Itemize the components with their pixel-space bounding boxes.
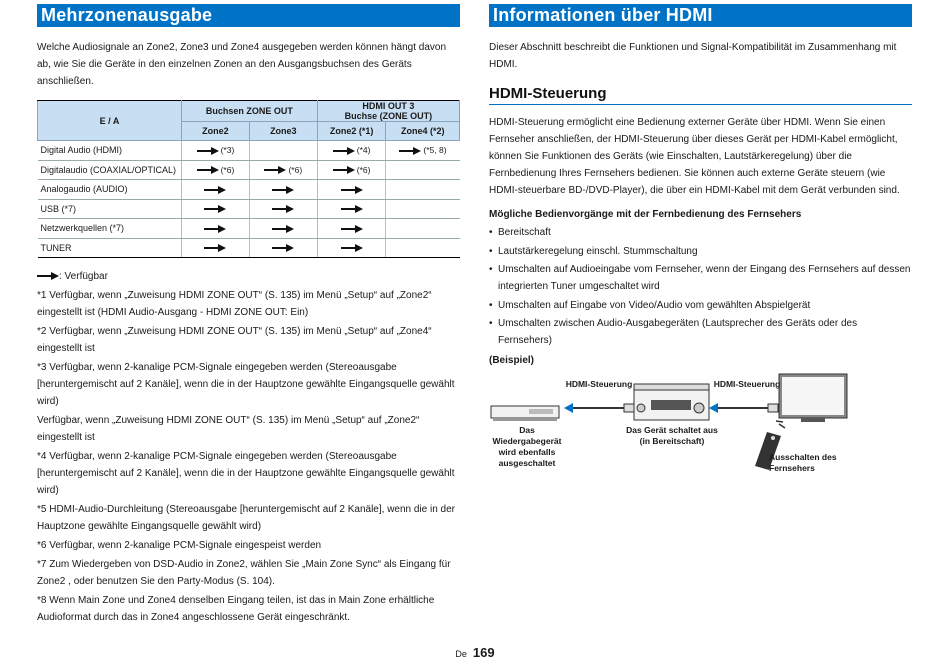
caption-line: Das Gerät schaltet aus — [626, 425, 718, 435]
caption-line: Wiedergabegerät — [492, 436, 562, 446]
footnote: Verfügbar, wenn „Zuweisung HDMI ZONE OUT“ (S. 135) im Menü „Setup“ auf „Zone2“ eingestellt ist — [37, 415, 420, 443]
connector — [768, 404, 778, 412]
footnote: *2 Verfügbar, wenn „Zuweisung HDMI ZONE OUT“ (S. 135) im Menü „Setup“ auf „Zone4“ eingestellt ist — [37, 326, 432, 354]
table-cell — [317, 238, 386, 258]
cell-note: (*5, 8) — [423, 145, 447, 156]
right-arrow-icon — [197, 166, 219, 174]
footnote: *3 Verfügbar, wenn 2-kanalige PCM-Signale eingegeben werden (Stereoausgabe [heruntergemischt auf 2 Kanäle], wenn die in der Hauptzone gewählte Eingangsquelle gewählt wird) — [37, 362, 455, 407]
right-arrow-icon — [333, 147, 355, 155]
right-column — [489, 4, 912, 366]
page-number: 169 — [472, 645, 495, 660]
right-arrow-icon — [272, 244, 294, 252]
cell-note: (*4) — [356, 145, 371, 156]
cell-note: (*6) — [288, 164, 303, 175]
right-arrow-icon — [204, 225, 226, 233]
right-arrow-icon — [272, 205, 294, 213]
table-cell — [386, 199, 460, 219]
table-cell — [249, 141, 317, 161]
footnote: *8 Wenn Main Zone und Zone4 denselben Eingang teilen, ist das in Main Zone erhältliche Audioformat durch das in Zone4 angeschlossene Gerät eingeschränkt. — [37, 595, 435, 623]
right-arrow-icon — [272, 186, 294, 194]
page-footer — [0, 645, 950, 660]
table-cell — [182, 219, 250, 239]
table-cell — [317, 180, 386, 200]
table-cell — [182, 160, 250, 180]
right-arrow-icon — [341, 205, 363, 213]
bd-player-icon — [491, 406, 559, 421]
right-arrow-icon — [272, 225, 294, 233]
col-header: Zone2 (*1) — [317, 122, 386, 141]
arrow-to-receiver-icon — [709, 403, 718, 413]
cell-note: (*6) — [356, 164, 371, 175]
table-row — [38, 238, 460, 258]
right-arrow-icon — [341, 225, 363, 233]
caption-line: Ausschalten des — [769, 452, 837, 462]
table-cell — [317, 199, 386, 219]
table-row — [38, 180, 460, 200]
arrow-to-player-icon — [564, 403, 573, 413]
caption-line: Das — [519, 425, 535, 435]
table-cell — [386, 238, 460, 258]
list-item: • Lautstärkeregelung einschl. Stummschaltung — [489, 243, 912, 260]
language-code: De — [455, 649, 467, 659]
footnote: *7 Zum Wiedergeben von DSD-Audio in Zone2, wählen Sie „Main Zone Sync“ als Eingang für Zone2 , oder benutzen Sie den Party-Modus (S. 104). — [37, 559, 451, 587]
table-cell — [249, 238, 317, 258]
right-intro: Dieser Abschnitt beschreibt die Funktionen und Signal-Kompatibilität im Zusammenhang mit HDMI. — [489, 42, 897, 70]
connector — [624, 404, 634, 412]
col-header: Zone2 — [182, 122, 250, 141]
group2-line1: HDMI OUT 3 — [362, 101, 415, 111]
cell-note: (*6) — [220, 164, 235, 175]
caption-line: ausgeschaltet — [498, 458, 556, 468]
left-intro: Welche Audiosignale an Zone2, Zone3 und Zone4 ausgegeben werden können hängt davon ab, wie Sie die Geräte in den einzelnen Zonen an den Ausgangsbuchsen des Geräts anschließen. — [37, 42, 447, 87]
legend-text: : Verfügbar — [59, 271, 108, 282]
caption-line: wird ebenfalls — [498, 447, 556, 457]
table-cell — [182, 238, 250, 258]
table-row — [38, 199, 460, 219]
table-group-hdmi-out3 — [317, 101, 459, 122]
table-cell — [317, 141, 386, 161]
footnote: *4 Verfügbar, wenn 2-kanalige PCM-Signale eingegeben werden (Stereoausgabe [heruntergemischt auf 2 Kanäle], wenn die in der Hauptzone gewählte Eingangsquelle gewählt wird) — [37, 451, 455, 496]
footnote: *5 HDMI-Audio-Durchleitung (Stereoausgabe [heruntergemischt auf 2 Kanäle], wenn die in der Hauptzone gewählte Eingangsquelle gewählt wird) — [37, 504, 456, 532]
table-cell — [386, 141, 460, 161]
col-header: Zone4 (*2) — [386, 122, 460, 141]
list-item: • Umschalten zwischen Audio-Ausgabegeräten (Lautsprecher des Geräts oder des Fernsehers) — [489, 315, 912, 349]
legend — [37, 268, 460, 285]
hdmi-control-label-right: HDMI-Steuerung — [713, 379, 781, 389]
cell-note: (*3) — [220, 145, 235, 156]
caption-line: Fernsehers — [769, 463, 815, 473]
footnote: *6 Verfügbar, wenn 2-kanalige PCM-Signale eingespeist werden — [37, 540, 322, 551]
receiver-caption — [617, 425, 727, 447]
right-arrow-icon — [204, 205, 226, 213]
footnote: *1 Verfügbar, wenn „Zuweisung HDMI ZONE OUT“ (S. 135) im Menü „Setup“ auf „Zone2“ eingestellt ist (HDMI Audio-Ausgang - HDMI ZONE OUT: Ein) — [37, 290, 432, 318]
left-column — [37, 4, 460, 626]
table-cell — [249, 199, 317, 219]
footnotes — [37, 287, 460, 626]
list-item: • Umschalten auf Eingabe von Video/Audio vom gewählten Abspielgerät — [489, 297, 912, 314]
remote-caption — [769, 452, 859, 474]
right-arrow-icon — [197, 147, 219, 155]
row-label: Digitalaudio (COAXIAL/OPTICAL) — [38, 160, 182, 180]
row-label: TUNER — [38, 238, 182, 258]
table-row — [38, 219, 460, 239]
table-cell — [386, 219, 460, 239]
section-title-mehrzonenausgabe: Mehrzonenausgabe — [37, 4, 460, 27]
caption-line: (in Bereitschaft) — [639, 436, 705, 446]
row-label: Netzwerkquellen (*7) — [38, 219, 182, 239]
tv-icon — [779, 374, 847, 422]
right-arrow-icon — [204, 186, 226, 194]
hdmi-body-text: HDMI-Steuerung ermöglicht eine Bedienung externer Geräte über HDMI. Wenn Sie einen Fernseher anschließen, der HDMI-Steuerung über dieses Gerät per HDMI-Kabel ermöglicht, können Sie Funktionen des Geräts (wie Einschalten, Lautstärkeregelung) über die Fernbedienung Ihres Fernsehers bedienen. Sie können auch externe Geräte steuern (wie HDMI-steuerbare BD-/DVD-Player), die über ein HDMI-Kabel mit dem Gerät verbunden sind. — [489, 117, 900, 196]
hdmi-control-diagram — [489, 370, 912, 480]
row-label: Analogaudio (AUDIO) — [38, 180, 182, 200]
player-caption — [489, 425, 565, 469]
table-cell — [386, 160, 460, 180]
av-receiver-icon — [634, 384, 709, 420]
table-cell — [182, 180, 250, 200]
table-cell — [317, 160, 386, 180]
subheading-hdmi-steuerung: HDMI-Steuerung — [489, 85, 912, 105]
right-arrow-icon — [341, 186, 363, 194]
right-arrow-icon — [333, 166, 355, 174]
table-cell — [249, 219, 317, 239]
operations-list — [489, 224, 912, 349]
right-arrow-icon — [341, 244, 363, 252]
col-header: Zone3 — [249, 122, 317, 141]
section-title-hdmi: Informationen über HDMI — [489, 4, 912, 27]
table-cell — [249, 160, 317, 180]
table-cell — [249, 180, 317, 200]
right-arrow-icon — [399, 147, 421, 155]
operations-heading: Mögliche Bedienvorgänge mit der Fernbedienung des Fernsehers — [489, 209, 802, 220]
table-group-zone-out: Buchsen ZONE OUT — [182, 101, 318, 122]
right-arrow-icon — [204, 244, 226, 252]
zone-output-table — [37, 100, 460, 258]
right-arrow-icon — [264, 166, 286, 174]
group2-line2: Buchse (ZONE OUT) — [344, 111, 433, 121]
hdmi-control-label-left: HDMI-Steuerung — [565, 379, 633, 389]
row-label: Digital Audio (HDMI) — [38, 141, 182, 161]
table-cell — [386, 180, 460, 200]
right-arrow-icon — [37, 272, 59, 280]
table-cell — [182, 199, 250, 219]
example-label: (Beispiel) — [489, 355, 535, 367]
table-row — [38, 160, 460, 180]
table-corner: E / A — [38, 101, 182, 141]
row-label: USB (*7) — [38, 199, 182, 219]
list-item: • Bereitschaft — [489, 224, 912, 241]
table-row — [38, 141, 460, 161]
table-cell — [317, 219, 386, 239]
list-item: • Umschalten auf Audioeingabe vom Fernseher, wenn der Eingang des Fernsehers auf dessen integrierten Tuner umgeschaltet wird — [489, 261, 912, 295]
table-cell — [182, 141, 250, 161]
